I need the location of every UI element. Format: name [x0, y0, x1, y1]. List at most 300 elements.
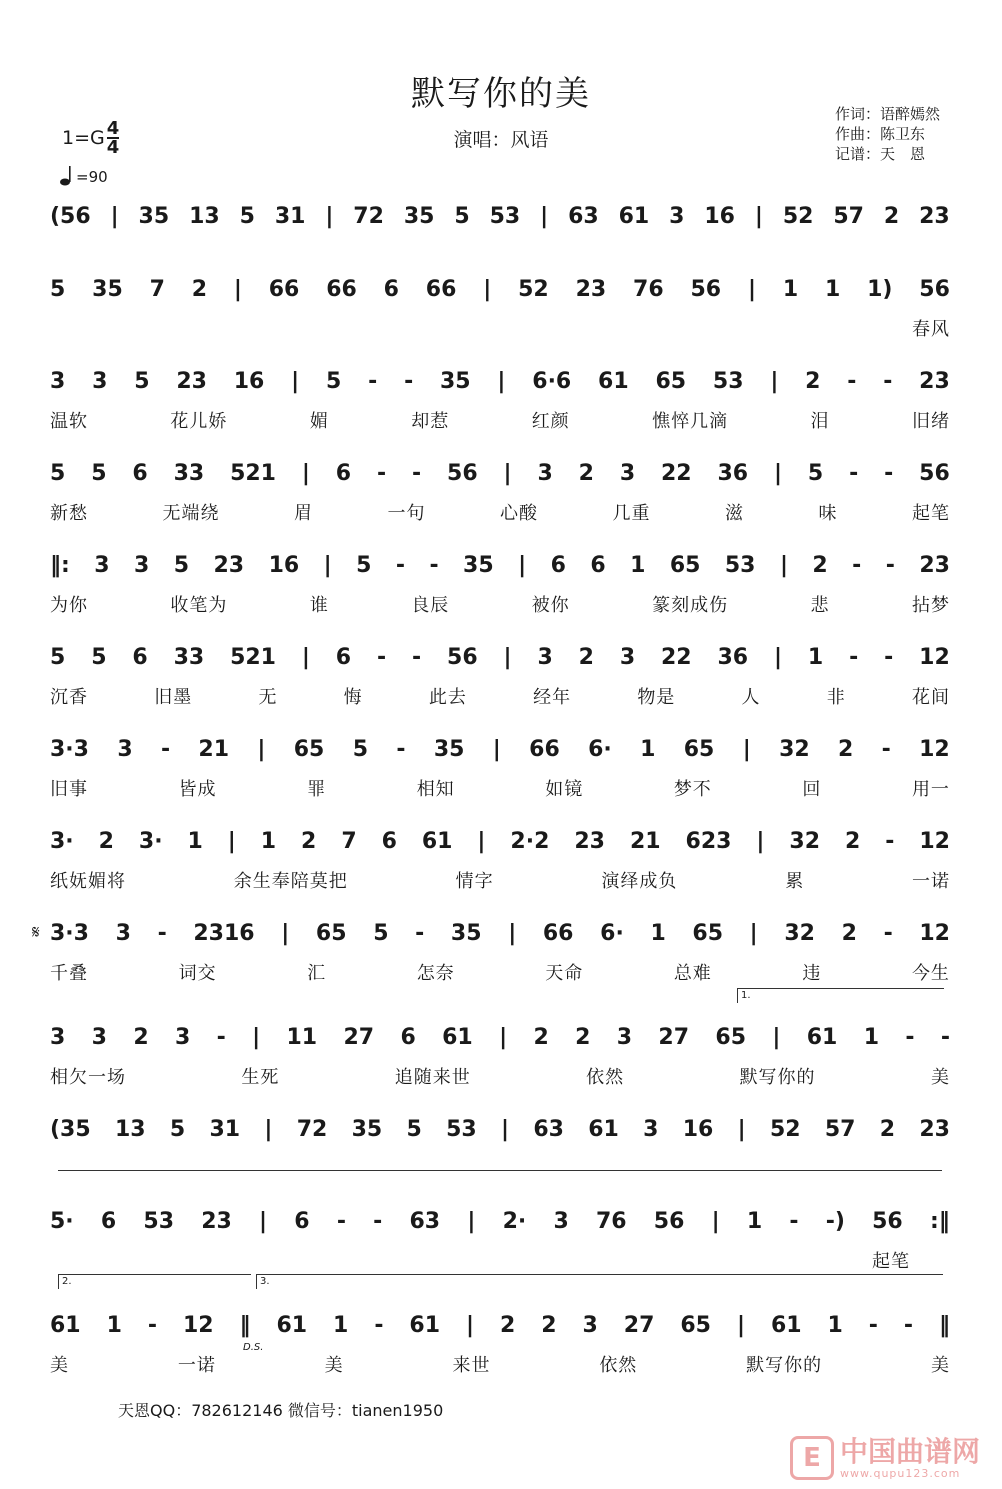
note-token: 6	[335, 461, 352, 486]
note-token: 65	[655, 369, 687, 394]
note-token: 1	[106, 1313, 122, 1338]
note-token: 623	[685, 829, 732, 854]
note-token: ‖	[239, 1313, 251, 1338]
note-token: |	[774, 461, 783, 486]
notation-line	[50, 197, 950, 237]
lyric-token: 几重	[612, 503, 651, 524]
lyric-token: 纸妩媚将	[50, 871, 126, 892]
lyric-token: 相知	[416, 779, 455, 800]
note-token: -	[883, 921, 893, 946]
note-token: 32	[784, 921, 815, 946]
note-token: 16	[704, 204, 735, 229]
note-token: -	[905, 1025, 915, 1050]
note-token: 35	[138, 204, 170, 229]
note-token: 3	[582, 1313, 598, 1338]
note-token: 521	[230, 645, 276, 670]
note-token: 53	[143, 1209, 175, 1234]
note-token: 56	[447, 461, 478, 486]
note-token: 23	[919, 553, 950, 578]
volta-label-1: 1.	[741, 990, 751, 1001]
note-token: 65	[669, 553, 701, 578]
note-token: 3·3	[50, 921, 89, 946]
note-token: 2316	[193, 921, 255, 946]
note-token: 21	[629, 829, 661, 854]
note-token: 11	[286, 1025, 318, 1050]
lyric-token: 拈梦	[911, 595, 950, 616]
note-token: 53	[446, 1117, 477, 1142]
note-token: -	[404, 369, 414, 394]
note-token: -	[376, 461, 387, 486]
note-token: 6	[294, 1209, 310, 1234]
note-token: -	[412, 461, 422, 486]
note-token: 5	[807, 461, 824, 486]
note-token: -	[849, 645, 859, 670]
note-token: |	[497, 369, 506, 394]
note-token: 23	[176, 369, 207, 394]
note-token: 3	[115, 921, 131, 946]
lyric-line: 起笔	[872, 1251, 910, 1272]
note-token: -	[429, 553, 439, 578]
note-token: 65	[683, 737, 715, 762]
note-token: 12	[919, 737, 950, 762]
note-token: |	[252, 1025, 261, 1050]
lyric-token: 人	[741, 687, 761, 708]
note-token: 5	[91, 461, 107, 486]
note-token: 2	[879, 1117, 896, 1142]
note-token: -	[903, 1313, 914, 1338]
notation-line	[50, 1306, 950, 1346]
note-token: 5	[91, 645, 107, 670]
note-token: 1	[630, 553, 646, 578]
note-token: -	[847, 369, 857, 394]
note-token: 61	[588, 1117, 619, 1142]
note-token: |	[465, 1313, 475, 1338]
note-token: 3	[134, 553, 150, 578]
lyric-token: 旧事	[50, 779, 88, 800]
note-token: 1	[782, 277, 799, 302]
site-url: www.qupu123.com	[840, 1466, 961, 1480]
note-token: 56	[919, 277, 950, 302]
note-token: 2·2	[510, 829, 550, 854]
lyric-line	[50, 684, 950, 712]
lyric-token: 用一	[911, 779, 950, 800]
note-token: 1)	[867, 277, 893, 302]
note-token: 16	[268, 553, 300, 578]
note-token: 35	[450, 921, 482, 946]
lyric-token: 篆刻成伤	[652, 595, 729, 616]
lyric-token: 无	[258, 687, 278, 708]
note-token: |	[736, 1313, 745, 1338]
note-token: |	[711, 1209, 720, 1234]
note-token: 2	[578, 645, 594, 670]
note-token: 16	[682, 1117, 714, 1142]
note-token: 63	[409, 1209, 441, 1234]
ds-marking: D.S.	[243, 1342, 264, 1353]
lyric-token: 梦不	[673, 779, 712, 800]
note-token: |	[281, 921, 290, 946]
note-token: 72	[353, 204, 384, 229]
tempo-value: =90	[76, 168, 108, 186]
note-token: 33	[173, 461, 205, 486]
lyric-token: 总难	[673, 963, 712, 984]
note-token: |	[747, 277, 756, 302]
lyric-token: 一诺	[911, 871, 950, 892]
note-token: 53	[724, 553, 756, 578]
note-token: 35	[463, 553, 494, 578]
notation-line	[50, 638, 950, 678]
note-token: 3	[50, 369, 66, 394]
lyric-line	[50, 408, 950, 436]
note-token: 5	[373, 921, 389, 946]
note-token: 65	[315, 921, 347, 946]
note-token: 52	[769, 1117, 801, 1142]
lyric-token: 新愁	[50, 503, 88, 524]
site-name: 中国曲谱网	[840, 1434, 981, 1468]
quarter-note-icon	[60, 164, 74, 186]
note-token: 22	[661, 645, 692, 670]
note-token: 5	[239, 204, 255, 229]
lyric-token: 收笔为	[170, 595, 228, 616]
time-sig-bottom: 4	[106, 137, 120, 158]
note-token: 23	[201, 1209, 232, 1234]
note-token: 57	[824, 1117, 856, 1142]
note-token: 63	[568, 204, 599, 229]
song-title: 默写你的美	[411, 74, 591, 114]
note-token: |	[301, 461, 310, 486]
note-token: 2	[883, 204, 900, 229]
note-token: :‖	[929, 1209, 950, 1234]
composer-credit: 作曲：陈卫东	[834, 125, 925, 143]
note-token: -	[147, 1313, 157, 1338]
lyric-token: 相欠一场	[50, 1067, 126, 1088]
note-token: 3·	[50, 829, 74, 854]
note-token: |	[325, 204, 334, 229]
lyric-token: 却惹	[411, 411, 450, 432]
note-token: 6	[400, 1025, 416, 1050]
site-logo-icon: E	[790, 1436, 834, 1480]
lyric-token: 汇	[307, 963, 327, 984]
lyric-token: 悔	[343, 687, 363, 708]
note-token: 66	[268, 277, 300, 302]
note-token: 52	[518, 277, 549, 302]
lyric-token: 非	[826, 687, 846, 708]
note-token: -	[157, 921, 167, 946]
note-token: 16	[233, 369, 265, 394]
note-token: -	[396, 737, 406, 762]
note-token: 66	[425, 277, 457, 302]
volta-bracket-1	[737, 988, 944, 1003]
lyric-line	[50, 243, 950, 271]
volta-bracket-2	[58, 1274, 251, 1289]
lyric-token: 如镜	[545, 779, 584, 800]
note-token: 3	[174, 1025, 191, 1050]
lyric-token: 谁	[309, 595, 329, 616]
note-token: 12	[919, 645, 950, 670]
lyric-token: 美	[930, 1067, 950, 1088]
note-token: 36	[717, 645, 749, 670]
lyric-line	[50, 1352, 950, 1380]
lyric-token: 情字	[455, 871, 494, 892]
time-signature	[107, 120, 120, 156]
note-token: |	[508, 921, 517, 946]
note-token: |	[742, 737, 751, 762]
note-token: 3	[50, 1025, 66, 1050]
note-token: -	[884, 461, 894, 486]
notation-line	[50, 270, 950, 310]
note-token: 66	[529, 737, 560, 762]
note-token: 72	[296, 1117, 328, 1142]
note-token: -	[885, 553, 895, 578]
note-token: 35	[403, 204, 435, 229]
note-token: 3·	[138, 829, 163, 854]
note-token: 1	[640, 737, 656, 762]
note-token: 61	[50, 1313, 81, 1338]
notation-line	[50, 914, 950, 954]
note-token: |	[756, 829, 765, 854]
note-token: -	[884, 645, 894, 670]
note-token: 3	[616, 1025, 633, 1050]
contact-footer: 天恩QQ：782612146 微信号：tianen1950	[118, 1401, 444, 1420]
note-token: -	[376, 645, 387, 670]
note-token: 2	[98, 829, 114, 854]
credits-block	[835, 104, 940, 164]
note-token: 56	[872, 1209, 903, 1234]
lyric-token: 怎奈	[416, 963, 455, 984]
note-token: 61	[442, 1025, 473, 1050]
note-token: 5	[326, 369, 342, 394]
note-token: 61	[421, 829, 453, 854]
lyric-token: 经年	[533, 687, 572, 708]
note-token: 5	[352, 737, 369, 762]
note-token: 7	[149, 277, 165, 302]
note-token: |	[779, 553, 788, 578]
note-token: 2	[812, 553, 828, 578]
note-token: 12	[919, 921, 950, 946]
note-token: 35	[351, 1117, 383, 1142]
note-token: 1	[260, 829, 277, 854]
note-token: |	[499, 1025, 508, 1050]
note-token: 5	[134, 369, 150, 394]
lyric-token: 旧绪	[911, 411, 950, 432]
note-token: |	[737, 1117, 746, 1142]
note-token: |	[503, 461, 512, 486]
lyric-token: 红颜	[531, 411, 570, 432]
lyric-token: 泪	[810, 411, 830, 432]
note-token: 12	[182, 1313, 214, 1338]
note-token: |	[770, 369, 779, 394]
note-token: -)	[825, 1209, 845, 1234]
lyric-token: 滋	[725, 503, 744, 524]
note-token: -	[940, 1025, 950, 1050]
note-token: |	[754, 204, 763, 229]
note-token: 6·	[588, 737, 612, 762]
notation-line	[50, 362, 950, 402]
volta-label-2: 2.	[62, 1276, 72, 1287]
note-token: 1	[187, 829, 203, 854]
note-token: 61	[806, 1025, 838, 1050]
lyric-token: 憔悴几滴	[652, 411, 729, 432]
note-token: 5	[454, 204, 470, 229]
note-token: 23	[213, 553, 245, 578]
lyric-line	[50, 776, 950, 804]
note-token: 3	[619, 645, 636, 670]
note-token: 13	[114, 1117, 146, 1142]
note-token: 1	[333, 1313, 349, 1338]
note-token: 5	[169, 1117, 186, 1142]
note-token: 2	[541, 1313, 557, 1338]
note-token: -	[160, 737, 171, 762]
note-token: 27	[343, 1025, 375, 1050]
time-sig-top: 4	[106, 118, 120, 139]
note-token: 3	[94, 553, 110, 578]
note-token: 3	[537, 461, 553, 486]
note-token: |	[501, 1117, 510, 1142]
note-token: |	[257, 737, 266, 762]
note-token: 53	[712, 369, 744, 394]
note-token: 3	[92, 369, 108, 394]
note-token: |	[477, 829, 486, 854]
lyric-token: 味	[818, 503, 838, 524]
note-token: 2	[844, 829, 861, 854]
note-token: 6	[381, 829, 397, 854]
lyric-token: 花儿娇	[170, 411, 228, 432]
segno-sign: 𝄋	[32, 922, 40, 943]
note-token: 66	[326, 277, 357, 302]
note-token: 2	[578, 461, 594, 486]
note-token: 3·3	[50, 737, 89, 762]
note-token: 61	[409, 1313, 441, 1338]
note-token: 65	[680, 1313, 711, 1338]
note-token: 35	[440, 369, 471, 394]
notation-line	[50, 1202, 950, 1242]
note-token: 1	[650, 921, 666, 946]
notation-line	[50, 822, 950, 862]
lyric-token: 来世	[452, 1355, 491, 1376]
lyric-token: 悲	[810, 595, 830, 616]
lyric-token: 回	[802, 779, 822, 800]
lyric-token: 演绎成负	[601, 871, 678, 892]
note-token: -	[373, 1209, 383, 1234]
notation-line	[50, 546, 950, 586]
note-token: -	[216, 1025, 226, 1050]
note-token: 521	[230, 461, 276, 486]
note-token: -	[374, 1313, 384, 1338]
lyric-token: 余生奉陪莫把	[233, 871, 348, 892]
note-token: 33	[173, 645, 205, 670]
note-token: 23	[919, 1117, 950, 1142]
lyric-token: 无端绕	[162, 503, 220, 524]
key-label: 1=G	[62, 127, 105, 149]
note-token: 31	[209, 1117, 241, 1142]
note-token: |	[503, 645, 512, 670]
transcriber-credit: 记谱：天 恩	[834, 145, 925, 163]
note-token: 6	[550, 553, 566, 578]
note-token: 12	[919, 829, 950, 854]
note-token: 3	[91, 1025, 107, 1050]
note-token: 3	[669, 204, 685, 229]
note-token: 23	[575, 277, 607, 302]
lyric-token: 花间	[911, 687, 950, 708]
note-token: 76	[633, 277, 664, 302]
note-token: 2	[301, 829, 317, 854]
note-token: 1	[824, 277, 841, 302]
note-token: |	[540, 204, 549, 229]
lyricist-credit: 作词：语醉嫣然	[834, 105, 940, 123]
note-token: 5	[50, 277, 66, 302]
note-token: 35	[92, 277, 123, 302]
note-token: 65	[715, 1025, 747, 1050]
note-token: 5	[50, 645, 66, 670]
notation-line	[50, 1018, 950, 1058]
lyric-token: 良辰	[411, 595, 450, 616]
notation-line	[50, 1110, 950, 1150]
note-token: 3	[619, 461, 636, 486]
note-token: 2	[841, 921, 857, 946]
note-token: |	[227, 829, 236, 854]
note-token: ‖	[938, 1313, 950, 1338]
note-token: 56	[690, 277, 722, 302]
lyric-token: 违	[802, 963, 822, 984]
note-token: 6	[132, 645, 148, 670]
note-token: |	[259, 1209, 268, 1234]
note-token: 63	[533, 1117, 564, 1142]
note-token: 1	[827, 1313, 843, 1338]
note-token: 5·	[50, 1209, 74, 1234]
note-token: |	[264, 1117, 273, 1142]
notation-line	[50, 730, 950, 770]
lyric-line: 春风	[912, 319, 950, 340]
note-token: |	[518, 553, 527, 578]
note-token: 31	[274, 204, 306, 229]
lyric-token: 皆成	[178, 779, 217, 800]
note-token: 1	[807, 645, 824, 670]
note-token: |	[110, 204, 119, 229]
lyric-token: 眉	[294, 503, 313, 524]
note-token: 2	[575, 1025, 591, 1050]
note-token: 22	[661, 461, 692, 486]
note-token: 6	[132, 461, 148, 486]
lyric-token: 为你	[50, 595, 88, 616]
note-token: -	[885, 829, 895, 854]
lyric-token: 罪	[307, 779, 327, 800]
note-token: 61	[598, 369, 629, 394]
bracket-line	[58, 1170, 942, 1171]
note-token: -	[881, 737, 891, 762]
note-token: -	[852, 553, 862, 578]
lyric-line	[50, 960, 950, 988]
singer-credit: 演唱：风语	[453, 129, 549, 151]
note-token: 5	[50, 461, 66, 486]
note-token: 5	[173, 553, 190, 578]
lyric-line	[50, 500, 950, 528]
lyric-token: 默写你的	[746, 1355, 823, 1376]
note-token: 2	[533, 1025, 549, 1050]
note-token: 35	[433, 737, 465, 762]
lyric-token: 媚	[309, 411, 329, 432]
note-token: -	[368, 369, 378, 394]
note-token: 53	[489, 204, 521, 229]
lyric-line	[50, 592, 950, 620]
note-token: 56	[653, 1209, 685, 1234]
lyric-token: 沉香	[50, 687, 88, 708]
note-token: (56	[50, 204, 91, 229]
note-token: |	[772, 1025, 781, 1050]
note-token: 52	[782, 204, 814, 229]
note-token: |	[233, 277, 242, 302]
note-token: 23	[919, 369, 950, 394]
note-token: 6·6	[532, 369, 572, 394]
note-token: 5	[356, 553, 372, 578]
